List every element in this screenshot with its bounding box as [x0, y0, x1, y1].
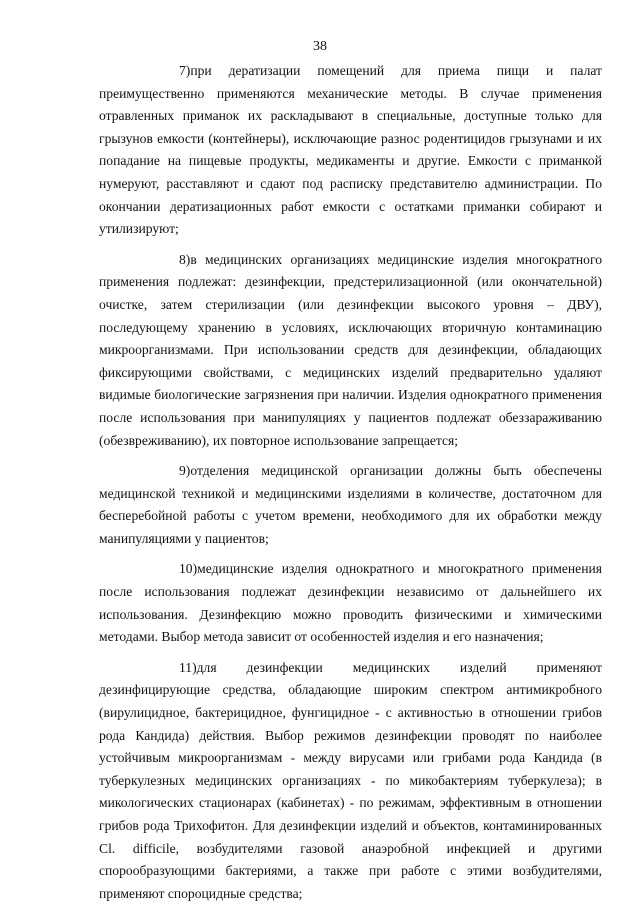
- paragraph-gap: [99, 550, 602, 558]
- paragraph-gap: [99, 452, 602, 460]
- list-item-text: в медицинских организациях медицинские изделия многократного применения подлежат: дезинфекции, предстерилизационной (или окончательной) очистке, затем стерилизации (или дезинфекции высокого уровня – ДВУ), последующему хранению в условиях, исключающих вторичную контаминацию микроорганизмами. При использовании средств для дезинфекции, обладающих фиксирующими свойствами, с медицинских изделий предварительно удаляют видимые биологические загрязнения при наличии. Изделия однократного применения после использования при манипуляциях у пациентов подлежат обеззараживанию (обезвреживанию), их повторное использование запрещается;: [99, 251, 602, 448]
- list-item-9: [99, 460, 602, 550]
- document-body: [99, 60, 602, 905]
- list-item-8: [99, 249, 602, 452]
- list-item-11: [99, 657, 602, 905]
- list-item-number: 9): [179, 463, 191, 479]
- paragraph-gap: [99, 241, 602, 249]
- list-item-number: 10): [179, 561, 198, 577]
- list-item-10: [99, 558, 602, 648]
- list-item-text: для дезинфекции медицинских изделий применяют дезинфицирующие средства, обладающие широким спектром антимикробного (вирулицидное, бактерицидное, фунгицидное - с активностью в отношении грибов рода Кандида) действия. Выбор режимов дезинфекции проводят по наиболее устойчивым микроорганизмам - между вирусами или грибами рода Кандида (в туберкулезных медицинских организациях - по микобактериям туберкулеза); в микологических стационарах (кабинетах) - по режимам, эффективным в отношении грибов рода Трихофитон. Для дезинфекции изделий и объектов, контаминированных Cl. difficile, возбудителями газовой анаэробной инфекцией и другими спорообразующими бактериями, а также при работе с этими возбудителями, применяют спороцидные средства;: [99, 659, 602, 901]
- page-number: 38: [313, 39, 327, 54]
- list-item-number: 7): [179, 63, 191, 78]
- list-item-text: медицинские изделия однократного и многократного применения после использования подлежат дезинфекции независимо от дальнейшего их использования. Дезинфекцию можно проводить физическими и химическими методами. Выбор метода зависит от особенностей изделия и его назначения;: [99, 561, 602, 645]
- list-item-number: 11): [179, 659, 197, 675]
- list-item-number: 8): [179, 251, 191, 267]
- list-item-text: при дератизации помещений для приема пищи и палат преимущественно применяются механические методы. В случае применения отравленных приманок их раскладывают в специальные, доступные только для грызунов емкости (контейнеры), исключающие разнос родентицидов грызунами и их попадание на пищевые продукты, медикаменты и другие. Емкости с приманкой нумеруют, расставляют и сдают под расписку представителю администрации. По окончании дератизационных работ емкости с остатками приманки собирают и утилизируют;: [99, 63, 602, 237]
- list-item-text: отделения медицинской организации должны быть обеспечены медицинской техникой и медицинскими изделиями в количестве, достаточном для бесперебойной работы с учетом времени, необходимого для их обработки между манипуляциями у пациентов;: [99, 463, 602, 546]
- list-item-7: [99, 60, 602, 241]
- paragraph-gap: [99, 649, 602, 657]
